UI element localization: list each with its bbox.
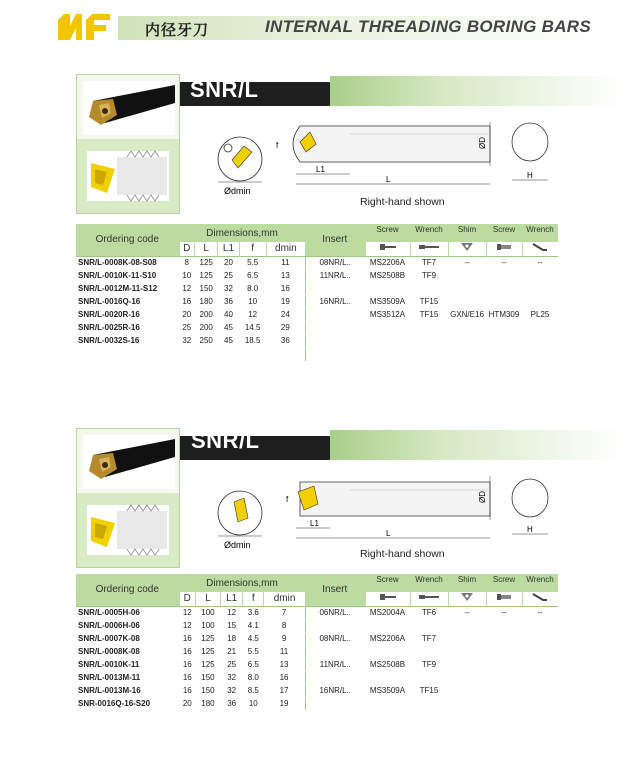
screw2-icon — [486, 592, 522, 606]
product-photo — [76, 74, 180, 214]
table-row: SNR/L-0007K-08 16 125 18 4.5 9 08NR/L.. MS2206A TF7 — [76, 632, 558, 645]
col-l-header: L — [196, 592, 221, 606]
dmin-label: Ødmin — [224, 186, 251, 196]
col-l1-header: L1 — [218, 242, 239, 256]
screw-header: Screw — [365, 224, 410, 242]
brand-logo — [56, 10, 112, 42]
wrench-icon — [410, 242, 448, 256]
ordering-code-header: Ordering code — [76, 224, 179, 256]
l1-label: L1 — [310, 519, 319, 528]
shim-icon — [448, 592, 486, 606]
boring-bar-photo — [83, 81, 175, 135]
col-f-header: f — [243, 592, 264, 606]
table-row: SNR/L-0025R-16 25 200 45 14.5 29 — [76, 321, 558, 334]
screw2-header: Screw — [486, 574, 522, 592]
col-dmin-header: dmin — [264, 592, 305, 606]
wrench-header: Wrench — [410, 574, 448, 592]
shim-header: Shim — [448, 574, 486, 592]
table-row: SNR/L-0005H-06 12 100 12 3.6 7 06NR/L.. MS2004A TF6 -- -- -- — [76, 606, 558, 619]
boring-bar-photo — [83, 435, 175, 489]
l-label: L — [386, 529, 391, 538]
spec-table — [76, 574, 558, 711]
table-row: SNR/L-0013M-11 16 150 32 8.0 16 — [76, 671, 558, 684]
d-label: ØD — [478, 491, 487, 503]
screw-icon — [365, 592, 410, 606]
f-label: f — [286, 495, 289, 504]
screw2-header: Screw — [486, 224, 522, 242]
col-d-header: D — [179, 592, 196, 606]
dmin-label: Ødmin — [224, 540, 251, 550]
banner-bar-green — [330, 430, 620, 460]
table-row: SNR/L-0020R-16 20 200 40 12 24 MS3512A TF15 GXN/E16 HTM309 PL25 — [76, 308, 558, 321]
wrench2-icon — [522, 242, 558, 256]
col-d-header: D — [179, 242, 195, 256]
table-row: SNR-0016Q-16-S20 20 180 36 10 19 — [76, 697, 558, 710]
screw-icon — [365, 242, 410, 256]
h-label: H — [527, 171, 533, 180]
screw-header: Screw — [365, 574, 410, 592]
thread-cut-illustration — [77, 493, 179, 567]
h-label: H — [527, 525, 533, 534]
drawing-caption: Right-hand shown — [360, 548, 445, 560]
page-header — [0, 0, 628, 50]
wrench-header: Wrench — [410, 224, 448, 242]
table-header-row — [76, 574, 558, 592]
thread-cut-illustration — [77, 139, 179, 213]
section-snrl-2 — [0, 428, 628, 768]
col-l1-header: L1 — [220, 592, 243, 606]
drawing-caption: Right-hand shown — [360, 196, 445, 208]
english-title: INTERNAL THREADING BORING BARS — [265, 17, 592, 36]
ordering-code-header: Ordering code — [76, 574, 179, 606]
model-label: SNR/L — [191, 428, 260, 453]
table-row: SNR/L-0013M-16 16 150 32 8.5 17 16NR/L.. MS3509A TF15 — [76, 684, 558, 697]
table-row: SNR/L-0008K-08-S08 8 125 20 5.5 11 08NR/L.. MS2206A TF7 -- -- -- — [76, 256, 558, 269]
table-row: SNR/L-0012M-11-S12 12 150 32 8.0 16 — [76, 282, 558, 295]
section-snrl-1 — [0, 74, 628, 394]
table-row: SNR/L-0010K-11 16 125 25 6.5 13 11NR/L.. MS2508B TF9 — [76, 658, 558, 671]
insert-header: Insert — [305, 574, 365, 606]
dimensions-header: Dimensions,mm — [179, 224, 305, 242]
table-row: SNR/L-0032S-16 32 250 45 18.5 36 — [76, 334, 558, 347]
wrench-icon — [410, 592, 448, 606]
wrench2-header: Wrench — [522, 224, 558, 242]
shim-icon — [448, 242, 486, 256]
banner-bar-green — [330, 76, 620, 106]
wrench2-icon — [522, 592, 558, 606]
shim-header: Shim — [448, 224, 486, 242]
chinese-title: 内径牙刀 — [145, 21, 210, 39]
insert-header: Insert — [305, 224, 365, 256]
col-dmin-header: dmin — [266, 242, 305, 256]
model-label: SNR/L — [190, 77, 259, 102]
d-label: ØD — [478, 137, 487, 149]
table-row: SNR/L-0008K-08 16 125 21 5.5 11 — [76, 645, 558, 658]
screw2-icon — [486, 242, 522, 256]
table-row: SNR/L-0006H-06 12 100 15 4.1 8 — [76, 619, 558, 632]
table-header-row — [76, 224, 558, 242]
dimensions-header: Dimensions,mm — [179, 574, 305, 592]
table-row: SNR/L-0016Q-16 16 180 36 10 19 16NR/L.. MS3509A TF15 — [76, 295, 558, 308]
table-row: SNR/L-0010K-11-S10 10 125 25 6.5 13 11NR/L.. MS2508B TF9 — [76, 269, 558, 282]
l-label: L — [386, 175, 391, 184]
wrench2-header: Wrench — [522, 574, 558, 592]
l1-label: L1 — [316, 165, 325, 174]
col-l-header: L — [195, 242, 218, 256]
col-f-header: f — [239, 242, 266, 256]
spec-table — [76, 224, 558, 362]
f-label: f — [276, 141, 279, 150]
product-photo — [76, 428, 180, 568]
